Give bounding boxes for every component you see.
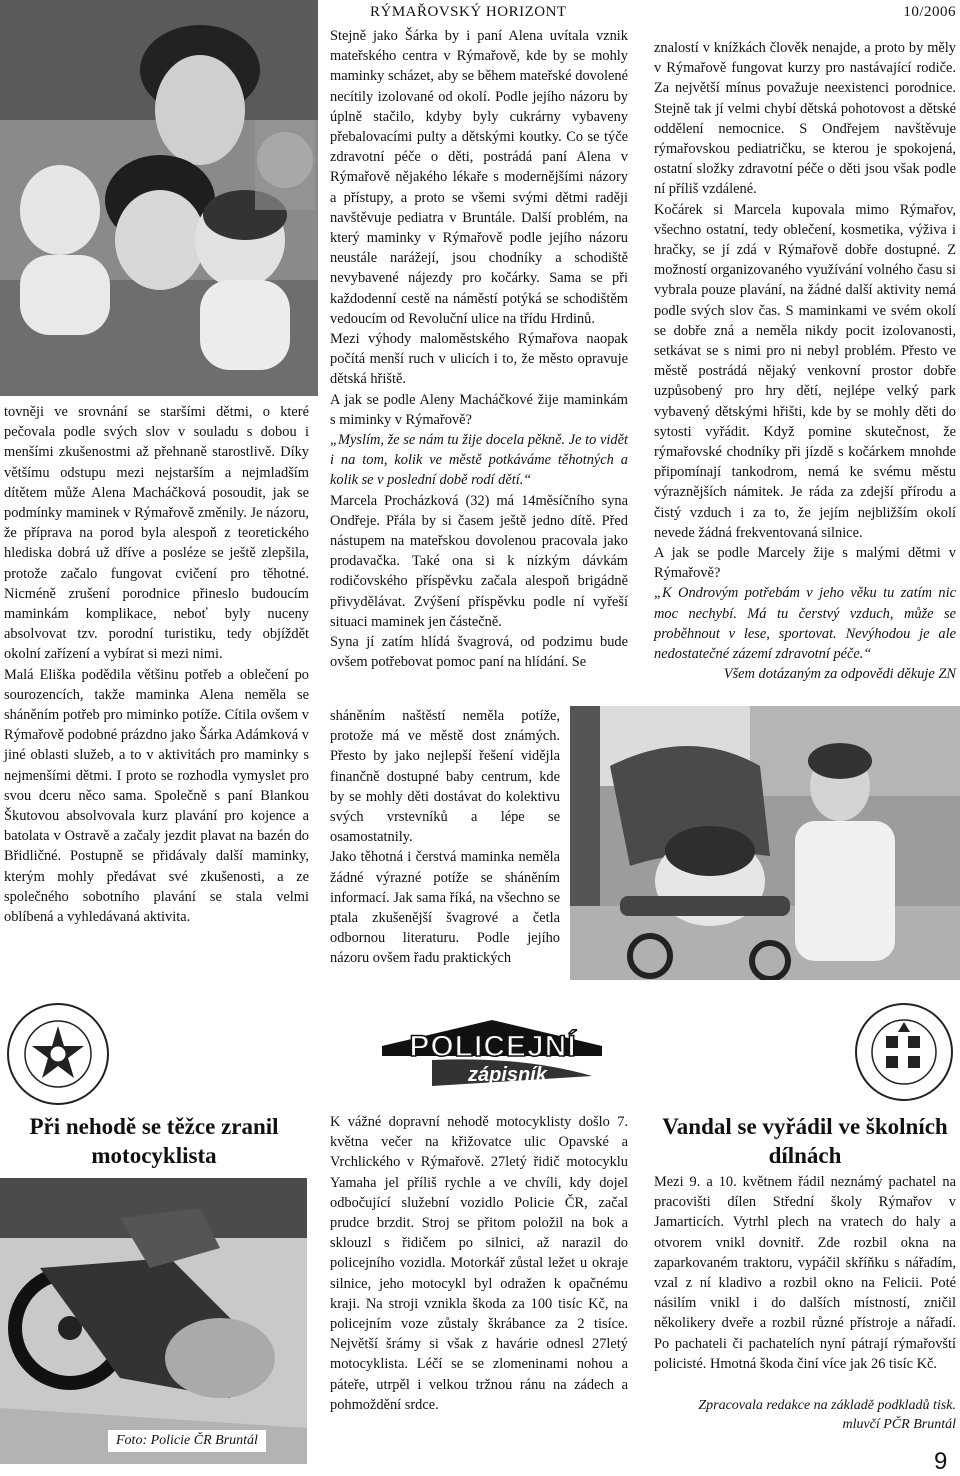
- col3-quote: „K Ondrovým potřebám v jeho věku tu zatím nic moc nechybí. Má tu čerstvý vzduch, může se proběhnout v lese, sportovat. Nevýhodou je ale nedostatečné zázemí zdravotní péče.“: [654, 585, 956, 663]
- col2-paragraph: Syna jí zatím hlídá švagrová, od podzimu bude ovšem potřebovat pomoc paní na hlídání. Se: [330, 634, 628, 671]
- police-banner: [0, 996, 960, 1106]
- col2-paragraph: Marcela Procházková (32) má 14měsíčního syna Ondřeje. Přála by si časem ještě jedno dítě. Před nástupem na mateřskou dovolenou pracovala jako prodavačka. Také ona si k nízkým dávkám rodičovského příspěvku začala alespoň brigádně přivydělávat. Zvýšení příspěvku podle ní vyřeší situaci maminek jen částečně.: [330, 492, 628, 630]
- column-3: [654, 38, 956, 685]
- police-logo-right: [852, 1000, 956, 1104]
- article2-text: Mezi 9. a 10. květnem řádil neznámý pachatel na pracovišti dílen Střední školy Rýmařov v Jamarticích. Vytrhl plech na vratech do haly a otvorem vnikl dovnitř. Zde rozbil okna na zaparkovaném traktoru, vypáčil skříňku s nářadím, vzal z ní kladivo a rozbil okno na Felicii. Poté násilím vnikl i do dalších místností, zničil několikery dveře a rozbil různé přístroje a nářadí. Po pachateli či pachatelích nyní pátrají rýmařovští policisté. Hmotná škoda činí více jak 26 tisíc Kč.: [654, 1174, 956, 1372]
- motorcycle-photo-image: [0, 1178, 307, 1464]
- photo-caption: Foto: Policie ČR Bruntál: [108, 1430, 266, 1452]
- column-1: [4, 402, 309, 927]
- banner-title-line2: zápisník: [468, 1064, 547, 1086]
- col2-question: A jak se podle Aleny Macháčkové žije maminkám s miminky v Rýmařově?: [330, 391, 628, 428]
- police-banner-title: [372, 1016, 612, 1090]
- article2-body: [654, 1172, 956, 1374]
- police-logo-left: [4, 1000, 112, 1108]
- col2-paragraph: Jako těhotná i čerstvá maminka neměla žádné výrazné potíže se sháněním informací. Jak sama říká, na všechno se ptala zkušenější švagrové a četla odbornou literaturu. Podle jejího názoru ovšem řadu praktických: [330, 849, 560, 967]
- column-2: [330, 26, 628, 673]
- page-number: 9: [934, 1448, 948, 1475]
- col2-paragraph: sháněním naštěstí neměla potíže, protože má ve městě dost známých. Přesto by jako nejlepší řešení vidějla finančně dostupné baby centrum, kde by se mohly děti dostávat do kolektivu svých vrstevníků a lépe se osamostatnily.: [330, 708, 560, 846]
- pool-photo-image: [0, 0, 318, 396]
- article1-body: [330, 1112, 628, 1415]
- banner-title-line1: POLICEJNÍ: [409, 1030, 577, 1063]
- article1-title: Při nehodě se těžce zranil motocyklista: [29, 1114, 279, 1168]
- photo-mother-stroller: [570, 706, 960, 980]
- col2-quote: „Myslím, že se nám tu žije docela pěkně. Je to vidět i na tom, kolik ve městě potkáváme těhotných a kolik se v poslední době rodí dětí.“: [330, 432, 628, 489]
- photo-motorcycle-accident: [0, 1178, 307, 1464]
- col3-credit: Všem dotázaným za odpovědi děkuje ZN: [723, 666, 956, 683]
- article1-text: K vážné dopravní nehodě motocyklisty došlo 7. května večer na křižovatce ulic Opavské a Vrchlického v Rýmařově. 27letý řidič motocyklu Yamaha jel příliš rychle a ve chvíli, kdy dojel odbočující služební vozidlo Policie ČR, začal prudce brzdit. Stroj se přitom položil na bok a sklouzl s řidičem po silnici, až narazil do policejního vozidla. Motorkář zůstal ležet u okraje silnice, jeho motocykl byl odražen k opačnému kraji. Na stroji vznikla škoda za 100 tisíc Kč, na policejním voze zůstaly škrábance za 2 tisíce. Největší šrámy si však z havárie odnesl 27letý motocyklista. Léčí se se zlomeninami nohou a páteře, utrpěl i velkou tržnou ránu na zádech a pohmoždění srdce.: [330, 1114, 628, 1413]
- column-2-lower: [330, 706, 560, 969]
- article2-credit: Zpracovala redakce na základě podkladů tisk. mluvčí PČR Bruntál: [698, 1398, 956, 1432]
- article2-title: Vandal se vyřádil ve školních dílnách: [662, 1114, 948, 1168]
- col2-paragraph: Mezi výhody maloměstského Rýmařova naopak počítá menší ruch v ulicích i to, že město opravuje dětská hřiště.: [330, 331, 628, 388]
- col2-paragraph: Stejně jako Šárka by i paní Alena uvítala vznik mateřského centra v Rýmařově, kde by se mohly maminky scházet, aby se během mateřské dovolené necítily izolované od okolí. Podle jejího názoru by úplně stačilo, kdyby byly cukrárny vybaveny přebalovacími pulty a dětskými koutky. Co se týče zdravotní péče o děti, postrádá paní Alena v Rýmařově nějakého lékaře s modernějšími názory a přístupy, a proto se všemi svými dětmi raději navštěvuje pediatra v Bruntále. Další problém, na který maminky v Rýmařově podle jejího názoru neustále narážejí, jsou chodníky a schodiště nevybavené nájezdy pro kočárky. Sama se při každodenní cestě na náměstí potýká se schodištěm vedoucím od Revoluční ulice na třídu Hrdinů.: [330, 28, 628, 327]
- col3-paragraph: Kočárek si Marcela kupovala mimo Rýmařov, všechno ostatní, tedy oblečení, kosmetika, výživa i hračky, se jí zdá v Rýmařově dobře dostupné. Z možností organizovaného využívání volného času si vybrala pouze plavání, na žádné další aktivity nemá podle svých slov čas. S maminkami ve svém okolí se dobře zná a neměla nikdy pocit izolovanosti, setkávat se s nimi pro ni nebyl problém. Přesto ve městě postrádá nějaký venkovní prostor dobře uzpůsobený pro hry dětí, nejlépe velký park vybavený dětskými hřišti, kde by se mohly děti do sytosti vyřádit. Když pomine skutečnost, že rýmařovské chodníky při jízdě s kočárkem mnohde připomínají tankodrom, nemá ke svému městu výraznějších námitek. Je ráda za zdejší přírodu a čistý vzduch i za to, že jejím nejbližším okolí nevede žádná frekventovaná silnice.: [654, 201, 956, 541]
- col3-paragraph: znalostí v knížkách člověk nenajde, a proto by měly v Rýmařově fungovat kurzy pro nastávající rodiče. Za největší mínus považuje neexistenci porodnice. Stejně tak jí velmi chybí dětská pohotovost a dětské oddělení nemocnice. S Ondřejem navštěvuje rýmařovskou pediatričku, se kterou je spokojená, ostatní složky zdravotní péče o děti jsou však podle ní příliš vzdálené.: [654, 40, 956, 198]
- running-header: [320, 4, 956, 26]
- stroller-photo-image: [570, 706, 960, 980]
- col1-paragraph: Malá Eliška podědila většinu potřeb a oblečení po sourozencích, takže maminka Alena neměla se sháněním potřeb pro miminko potíže. Cítila ovšem v Rýmařově podobné prázdno jako Šárka Adámková v jiné oblasti služeb, a to v aktivitách pro maminky s nejmenšími dětmi. I proto se rozhodla vymyslet pro svou dceru něco sama. Společně s paní Blankou Škutovou absolvovala kurz plavání pro kojence a batolata v Ostravě a začaly jezdit plavat na bazén do Břidličné. Postupně se přidávaly další maminky, kterým mohly předávat své zkušenosti, a ze společného sobotního plavání se stala velmi oblíbená a vyhledávaná aktivita.: [4, 666, 309, 926]
- newspaper-title: RÝMAŘOVSKÝ HORIZONT: [370, 4, 567, 20]
- photo-mothers-pool: [0, 0, 318, 396]
- issue-number: 10/2006: [903, 4, 956, 20]
- col3-question: A jak se podle Marcely žije s malými dětmi v Rýmařově?: [654, 545, 956, 582]
- col1-paragraph: tovněji ve srovnání se staršími dětmi, o které pečovala podle svých slov v souladu s dobou i menšími zkušenostmi až přehnaně starostlivě. Díky většímu odstupu mezi nejstarším a nejmladším dítětem může Alena Macháčková posoudit, jak se podmínky maminek v Rýmařově změnily. Je názoru, že příprava na porod byla alespoň z teoretického hlediska dobrá už dříve a posléze se ještě zlepšila, protože začalo fungovat cvičení pro těhotné. Nicméně zrušení porodnice přineslo budoucím maminkám komplikace, neboť byly nuceny absolvovat tzv. porodní turistiku, tedy objíždět okolní zařízení a vybírat si mezi nimi.: [4, 404, 309, 663]
